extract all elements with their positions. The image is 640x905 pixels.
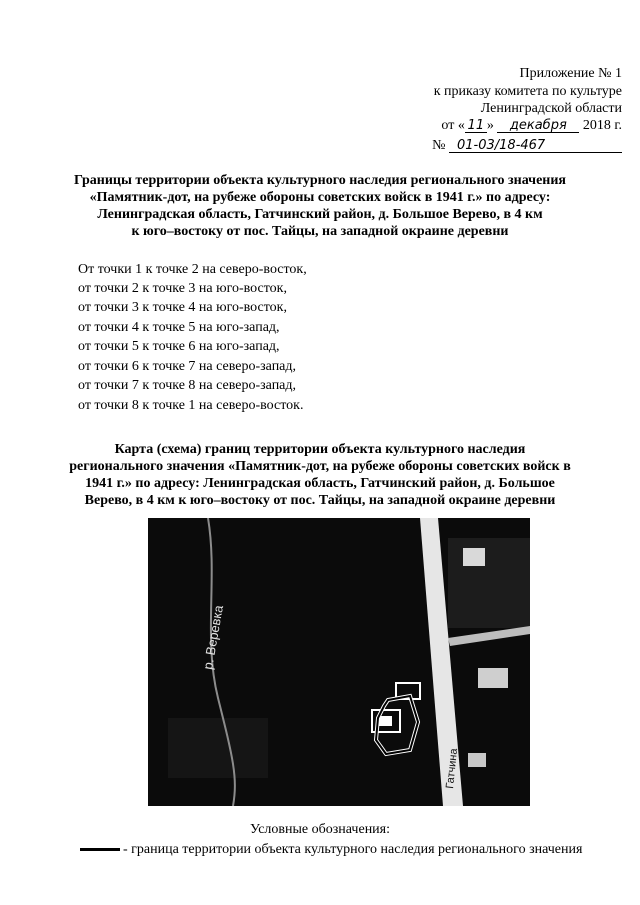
direction-item: От точки 1 к точке 2 на северо-восток, [78,262,307,277]
title-line-1: Границы территории объекта культурного наследия регионального значения [73,173,566,188]
direction-item: от точки 5 к точке 6 на юго-запад, [78,339,280,354]
number-value: 01-03/18-467 [449,139,622,153]
date-prefix: от « [441,118,465,133]
date-month: декабря [497,119,579,133]
title-line-3: Ленинградская область, Гатчинский район, д. Большое Верево, в 4 км [97,207,543,222]
order-line: к приказу комитета по культуре [433,84,622,99]
direction-item: от точки 8 к точке 1 на северо-восток. [78,398,304,413]
date-mid: » [486,118,494,133]
legend-item [80,842,582,858]
direction-item: от точки 6 к точке 7 на северо-запад, [78,359,297,374]
direction-item: от точки 2 к точке 3 на юго-восток, [78,281,287,296]
map-title-line-2: регионального значения «Памятник-дот, на рубеже обороны советских войск в [69,459,571,474]
boundary-line-icon [80,848,120,851]
direction-item: от точки 7 к точке 8 на северо-запад, [78,378,297,393]
map-title-line-1: Карта (схема) границ территории объекта культурного наследия [114,442,526,457]
date-day: 11 [465,119,487,133]
direction-item: от точки 3 к точке 4 на юго-восток, [78,300,287,315]
title-line-4: к юго–востоку от пос. Тайцы, на западной окраине деревни [131,224,509,239]
map-title-line-3: 1941 г.» по адресу: Ленинградская область, Гатчинский район, д. Большое [85,476,555,491]
order-date [441,118,622,134]
river-label: р. Веревка [200,604,227,671]
map-scheme [148,518,530,806]
legend-item-text: - граница территории объекта культурного наследия регионального значения [123,842,583,857]
title-line-2: «Памятник-дот, на рубеже обороны советских войск в 1941 г.» по адресу: [89,190,551,205]
number-prefix: № [432,138,446,153]
date-year: 2018 г. [582,118,622,133]
road-label: Гатчина [444,747,461,790]
region-line: Ленинградской области [480,101,622,116]
legend-title: Условные обозначения: [249,822,391,837]
direction-item: от точки 4 к точке 5 на юго-запад, [78,320,280,335]
appendix-label: Приложение № 1 [519,66,622,81]
order-number [432,138,622,154]
map-title-line-4: Верево, в 4 км к юго–востоку от пос. Тайцы, на западной окраине деревни [84,493,556,508]
